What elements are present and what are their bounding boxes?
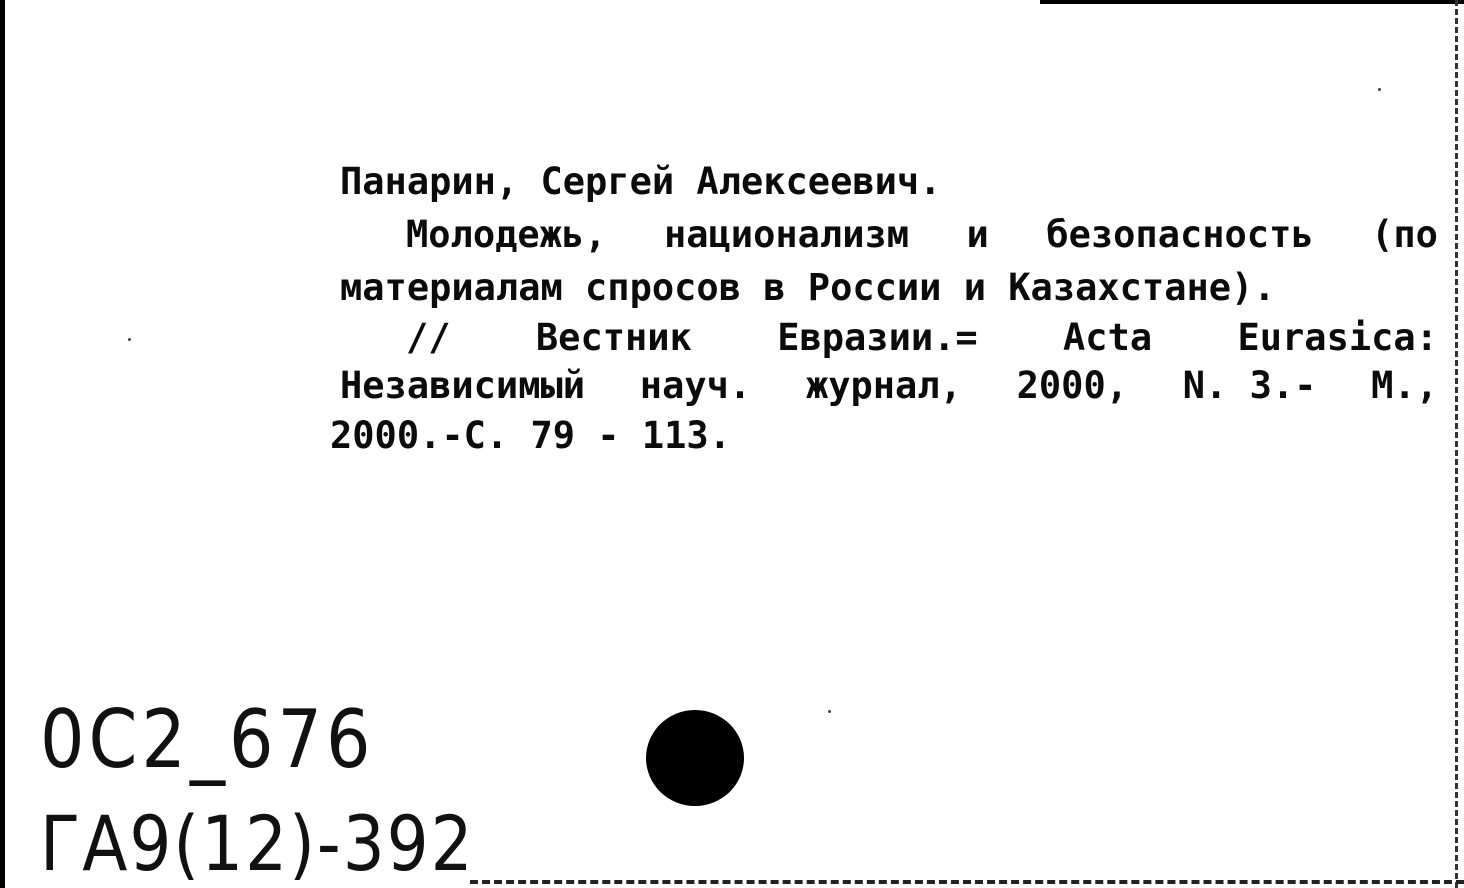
source-word: Acta [1063,316,1153,359]
source-line-2 [340,364,1438,407]
source-word: М., [1371,364,1438,407]
title-word: Молодежь, [406,213,607,256]
card-top-edge [1040,0,1464,4]
title-word: безопасность [1046,213,1314,256]
card-right-edge [1455,0,1458,888]
source-word: N. 3.- [1182,364,1317,407]
source-word: // [406,316,451,359]
title-word: и [966,213,989,256]
handwritten-shelf-mark-1: 0С2_676 [40,692,375,787]
title-word: (по [1371,213,1438,256]
source-word: журнал, [805,364,962,407]
card-bottom-edge [470,880,1464,884]
speck-mark [128,338,131,341]
speck-mark [1378,88,1381,91]
source-word: науч. [639,364,752,407]
title-line-2: материалам спросов в России и Казахстане). [340,266,1276,309]
source-line-3: 2000.-С. 79 - 113. [330,414,731,457]
card-left-edge [0,0,5,888]
speck-mark [828,710,831,713]
author-heading: Панарин, Сергей Алексеевич. [340,160,942,203]
source-line-1 [340,316,1438,359]
source-word: 2000, [1016,364,1129,407]
source-word: Независимый [340,364,586,407]
source-word: Eurasica: [1237,316,1438,359]
title-line-1 [340,213,1438,256]
punch-hole [646,710,744,806]
title-word: национализм [663,213,910,256]
handwritten-shelf-mark-2: ГА9(12)-392 [40,800,475,888]
source-word: Вестник [535,316,692,359]
source-word: Евразии.= [777,316,978,359]
